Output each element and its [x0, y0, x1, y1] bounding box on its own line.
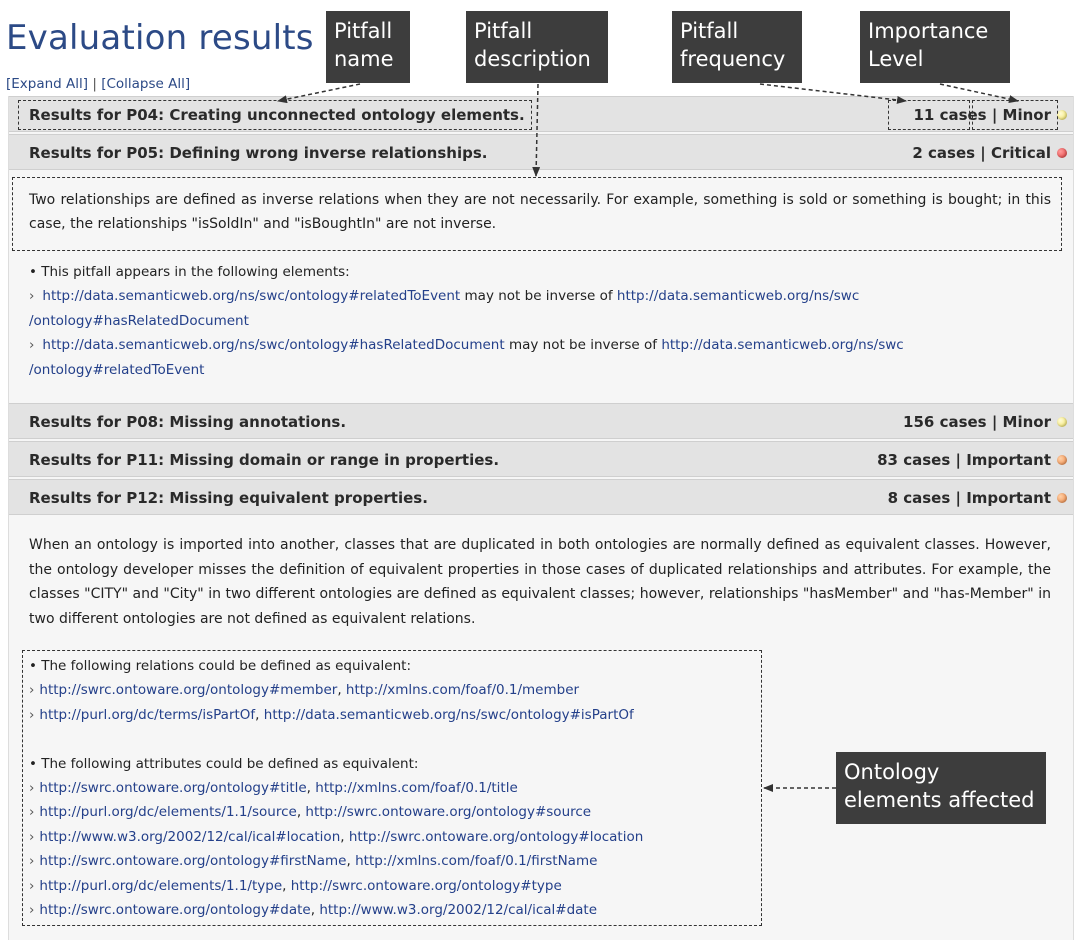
element-link[interactable]: http://swrc.ontoware.org/ontology#location — [348, 828, 644, 845]
pitfall-title: Results for P04: Creating unconnected ontology elements. — [29, 106, 525, 124]
collapse-all-link[interactable]: [Collapse All] — [101, 76, 191, 92]
pair-separator: , — [255, 706, 264, 723]
callout-pitfall-frequency: Pitfall frequency — [672, 11, 802, 83]
element-link[interactable]: http://xmlns.com/foaf/0.1/member — [345, 682, 580, 699]
controls-separator: | — [88, 76, 102, 92]
pitfall-title: Results for P05: Defining wrong inverse relationships. — [29, 144, 488, 162]
element-link[interactable]: http://swrc.ontoware.org/ontology#member — [39, 682, 338, 699]
pair-separator: , — [306, 779, 316, 796]
attribute-item — [29, 825, 769, 849]
bullet-marker: › — [29, 337, 35, 354]
attribute-item — [29, 776, 769, 800]
relations-label: • The following relations could be defined as equivalent: — [29, 658, 412, 674]
element-link[interactable]: http://xmlns.com/foaf/0.1/title — [315, 779, 518, 796]
element-link[interactable]: http://swrc.ontoware.org/ontology#firstName — [39, 853, 347, 870]
pitfall-cases: 11 cases — [913, 106, 987, 124]
pair-separator: , — [282, 877, 291, 894]
bullet-marker: › — [29, 288, 35, 305]
pair-separator: , — [296, 804, 306, 821]
spacer — [29, 727, 769, 751]
pitfall-row-p12[interactable] — [9, 479, 1073, 515]
pitfall-description-p05: Two relationships are defined as inverse relations when they are not necessarily. For example, something is sold or something is bought; in this case, the relationships "isSoldIn" and "isBoughtIn" are not inverse. — [29, 192, 1051, 232]
element-link[interactable]: http://data.semanticweb.org/ns/swc — [661, 337, 904, 354]
minor-level-icon — [1057, 110, 1067, 120]
affected-element-item — [29, 333, 1051, 357]
importance-level: Critical — [990, 144, 1051, 162]
stat-separator: | — [975, 144, 991, 162]
relation-text: may not be inverse of — [508, 337, 658, 354]
page-title: Evaluation results — [6, 18, 314, 58]
bullet-marker: › — [29, 804, 35, 821]
pitfall-description-p12: When an ontology is imported into another, classes that are duplicated in both ontologies are normally defined as equivalent classes. However, the ontology developer misses the definition of equivalent properties in those cases of duplicated relationships and attributes. For example, the classes "CITY" and "City" in two different ontologies are defined as equivalent classes; however, relationships "hasMember" and "has-Member" in two different ontologies are not defined as equivalent relations. — [29, 537, 1051, 627]
pitfall-stats — [888, 489, 1051, 507]
bullet-marker: › — [29, 853, 35, 870]
pitfall-cases: 156 cases — [903, 413, 987, 431]
critical-level-icon — [1057, 148, 1067, 158]
attribute-item — [29, 874, 769, 898]
element-link[interactable]: http://swrc.ontoware.org/ontology#date — [39, 901, 311, 918]
element-link[interactable]: http://data.semanticweb.org/ns/swc — [616, 288, 860, 305]
stat-separator: | — [950, 489, 967, 507]
bullet-marker: › — [29, 779, 35, 796]
bullet-marker: › — [29, 706, 35, 723]
pair-separator: , — [340, 828, 349, 845]
element-link-continuation[interactable]: /ontology#relatedToEvent — [29, 361, 205, 378]
pitfall-stats — [877, 451, 1051, 469]
pitfall-row-p08[interactable] — [9, 403, 1073, 439]
element-link[interactable]: http://data.semanticweb.org/ns/swc/ontology#hasRelatedDocument — [42, 337, 505, 354]
element-link[interactable]: http://data.semanticweb.org/ns/swc/ontology#relatedToEvent — [42, 288, 461, 305]
pitfall-stats — [913, 106, 1051, 124]
pitfall-cases: 83 cases — [877, 451, 951, 469]
callout-pitfall-name: Pitfall name — [326, 11, 410, 83]
attribute-item — [29, 800, 769, 824]
element-link[interactable]: http://swrc.ontoware.org/ontology#type — [290, 877, 562, 894]
pitfall-title: Results for P11: Missing domain or range in properties. — [29, 451, 500, 469]
relation-item — [29, 703, 769, 727]
element-link[interactable]: http://data.semanticweb.org/ns/swc/ontology#isPartOf — [263, 706, 634, 723]
pitfall-title: Results for P12: Missing equivalent properties. — [29, 489, 428, 507]
relation-text: may not be inverse of — [464, 288, 613, 305]
importance-level: Important — [966, 451, 1051, 469]
callout-pitfall-description: Pitfall description — [466, 11, 608, 83]
element-link[interactable]: http://swrc.ontoware.org/ontology#source — [305, 804, 592, 821]
importance-level: Important — [966, 489, 1051, 507]
pitfall-cases: 2 cases — [912, 144, 976, 162]
importance-level: Minor — [1002, 413, 1051, 431]
important-level-icon — [1057, 493, 1067, 503]
stat-separator: | — [986, 106, 1003, 124]
relation-item — [29, 678, 769, 702]
pitfall-row-p04[interactable] — [9, 96, 1073, 132]
callout-ontology-elements: Ontology elements affected — [836, 752, 1046, 824]
element-link[interactable]: http://www.w3.org/2002/12/cal/ical#date — [319, 901, 598, 918]
pitfall-title: Results for P08: Missing annotations. — [29, 413, 347, 431]
attribute-item — [29, 849, 769, 873]
stat-separator: | — [950, 451, 967, 469]
appears-in-elements — [29, 260, 1051, 382]
expand-collapse-controls — [6, 76, 190, 92]
bullet-marker: › — [29, 828, 35, 845]
element-link[interactable]: http://www.w3.org/2002/12/cal/ical#location — [39, 828, 341, 845]
element-link[interactable]: http://purl.org/dc/terms/isPartOf — [39, 706, 256, 723]
affected-element-item — [29, 284, 1051, 308]
appears-label: • This pitfall appears in the following elements: — [29, 264, 350, 280]
attribute-item — [29, 898, 769, 922]
expand-all-link[interactable]: [Expand All] — [6, 76, 89, 92]
callout-importance-level: Importance Level — [860, 11, 1010, 83]
pair-separator: , — [337, 682, 346, 699]
pitfall-stats — [912, 144, 1051, 162]
element-link-continuation[interactable]: /ontology#hasRelatedDocument — [29, 312, 249, 329]
important-level-icon — [1057, 455, 1067, 465]
attributes-label: • The following attributes could be defined as equivalent: — [29, 755, 419, 772]
element-link[interactable]: http://swrc.ontoware.org/ontology#title — [39, 779, 307, 796]
pair-separator: , — [346, 853, 356, 870]
pitfall-row-p05[interactable] — [9, 134, 1073, 170]
pitfall-row-p11[interactable] — [9, 441, 1073, 477]
element-link[interactable]: http://purl.org/dc/elements/1.1/source — [39, 804, 297, 821]
element-link[interactable]: http://purl.org/dc/elements/1.1/type — [39, 877, 283, 894]
bullet-marker: › — [29, 682, 35, 699]
pair-separator: , — [310, 901, 320, 918]
bullet-marker: › — [29, 877, 35, 894]
element-link[interactable]: http://xmlns.com/foaf/0.1/firstName — [355, 853, 598, 870]
bullet-marker: › — [29, 901, 35, 918]
stat-separator: | — [986, 413, 1003, 431]
importance-level: Minor — [1002, 106, 1051, 124]
pitfall-cases: 8 cases — [887, 489, 951, 507]
ontology-elements-affected — [29, 654, 769, 922]
minor-level-icon — [1057, 417, 1067, 427]
pitfall-stats — [903, 413, 1051, 431]
